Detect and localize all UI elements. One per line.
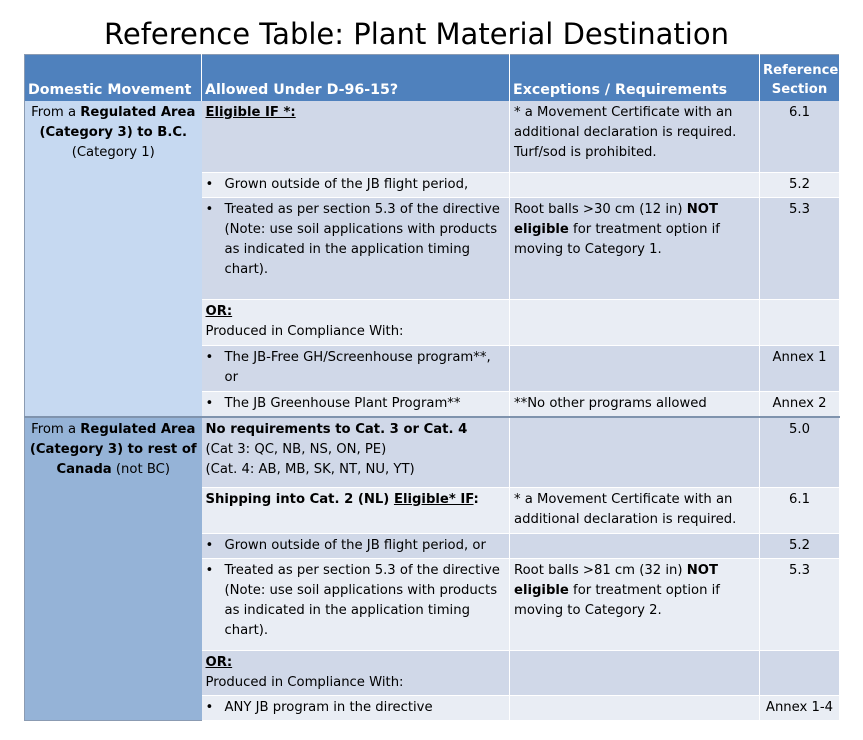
or-label: OR: [205, 304, 233, 319]
header-allowed: Allowed Under D-96-15? [202, 55, 510, 101]
reference-cell: Annex 2 [760, 392, 840, 418]
bullet-item: • Treated as per section 5.3 of the directive (Note: use soil applications with products as indicated in the application timing chart). [206, 561, 506, 641]
exception-text: for treatment option if moving to Category 2. [514, 582, 720, 618]
bullet-item: • Grown outside of the JB flight period, [206, 175, 506, 195]
group-category-1 [25, 101, 840, 418]
exceptions-cell [510, 695, 760, 720]
exceptions-cell [510, 533, 760, 558]
exceptions-cell [510, 198, 760, 300]
reference-cell: 5.3 [760, 558, 840, 650]
bullet-item: • Grown outside of the JB flight period, or [206, 536, 506, 556]
domestic-bold-text: Regulated Area (Category 3) to B.C. [39, 104, 196, 140]
category-3-list: (Cat 3: QC, NB, NS, ON, PE) [205, 442, 387, 457]
bullet-item: • ANY JB program in the directive [206, 698, 506, 718]
reference-cell [760, 650, 840, 695]
shipping-label: Shipping into Cat. 2 (NL) [205, 491, 394, 507]
reference-cell: 6.1 [760, 101, 840, 173]
exceptions-cell: * a Movement Certificate with an additional declaration is required. Turf/sod is prohibited. [510, 101, 760, 173]
eligible-if-label: Eligible IF *: [205, 104, 296, 120]
reference-cell: 5.2 [760, 173, 840, 198]
reference-cell: 6.1 [760, 487, 840, 533]
domestic-suffix: (Category 1) [71, 144, 155, 160]
exceptions-cell [510, 300, 760, 346]
table-row [25, 417, 840, 487]
exception-text: Root balls >30 cm (12 in) [514, 202, 687, 217]
reference-cell: 5.0 [760, 417, 840, 487]
produced-in-compliance-text: Produced in Compliance With: [205, 674, 404, 690]
exception-bold-text: NOT eligible [514, 202, 718, 237]
exception-text: Root balls >81 cm (32 in) [514, 562, 687, 578]
page-title: Reference Table: Plant Material Destination [104, 17, 729, 51]
table-row [25, 101, 840, 173]
bullet-item: • The JB Greenhouse Plant Program** [206, 394, 506, 414]
header-domestic-movement: Domestic Movement [25, 55, 202, 101]
category-4-list: (Cat. 4: AB, MB, SK, NT, NU, YT) [205, 462, 415, 477]
colon-text: : [473, 491, 479, 507]
exceptions-cell [510, 650, 760, 695]
reference-cell: Annex 1-4 [760, 695, 840, 720]
reference-cell: Annex 1 [760, 346, 840, 392]
header-exceptions: Exceptions / Requirements [510, 55, 760, 101]
domestic-bold-text: Regulated Area (Category 3) to rest of Canada [29, 422, 197, 477]
reference-cell [760, 300, 840, 346]
exceptions-cell [510, 346, 760, 392]
exception-text: for treatment option if moving to Category 1. [514, 222, 720, 257]
reference-cell: 5.3 [760, 198, 840, 300]
domestic-prefix: From a [31, 422, 81, 437]
exceptions-cell [510, 558, 760, 650]
group-rest-of-canada [25, 417, 840, 720]
produced-in-compliance-text: Produced in Compliance With: [205, 324, 404, 339]
bullet-item: • Treated as per section 5.3 of the directive (Note: use soil applications with products as indicated in the application timing chart). [206, 200, 506, 280]
exception-bold-text: NOT eligible [514, 562, 718, 598]
eligible-if-label: Eligible* IF [393, 491, 474, 507]
reference-table [24, 54, 840, 721]
domestic-prefix: From a [31, 104, 81, 120]
domestic-movement-cell [25, 417, 202, 720]
bullet-item: • The JB-Free GH/Screenhouse program**, or [206, 348, 506, 388]
exceptions-cell: **No other programs allowed [510, 392, 760, 418]
reference-cell: 5.2 [760, 533, 840, 558]
exceptions-cell [510, 173, 760, 198]
no-requirements-label: No requirements to Cat. 3 or Cat. 4 [205, 422, 468, 437]
or-label: OR: [205, 654, 233, 670]
header-reference-section: Reference Section [760, 55, 840, 101]
exceptions-cell [510, 417, 760, 487]
table-header-row [25, 55, 840, 101]
exceptions-cell: * a Movement Certificate with an additional declaration is required. [510, 487, 760, 533]
domestic-suffix: (not BC) [111, 462, 170, 477]
domestic-movement-cell [25, 101, 202, 418]
